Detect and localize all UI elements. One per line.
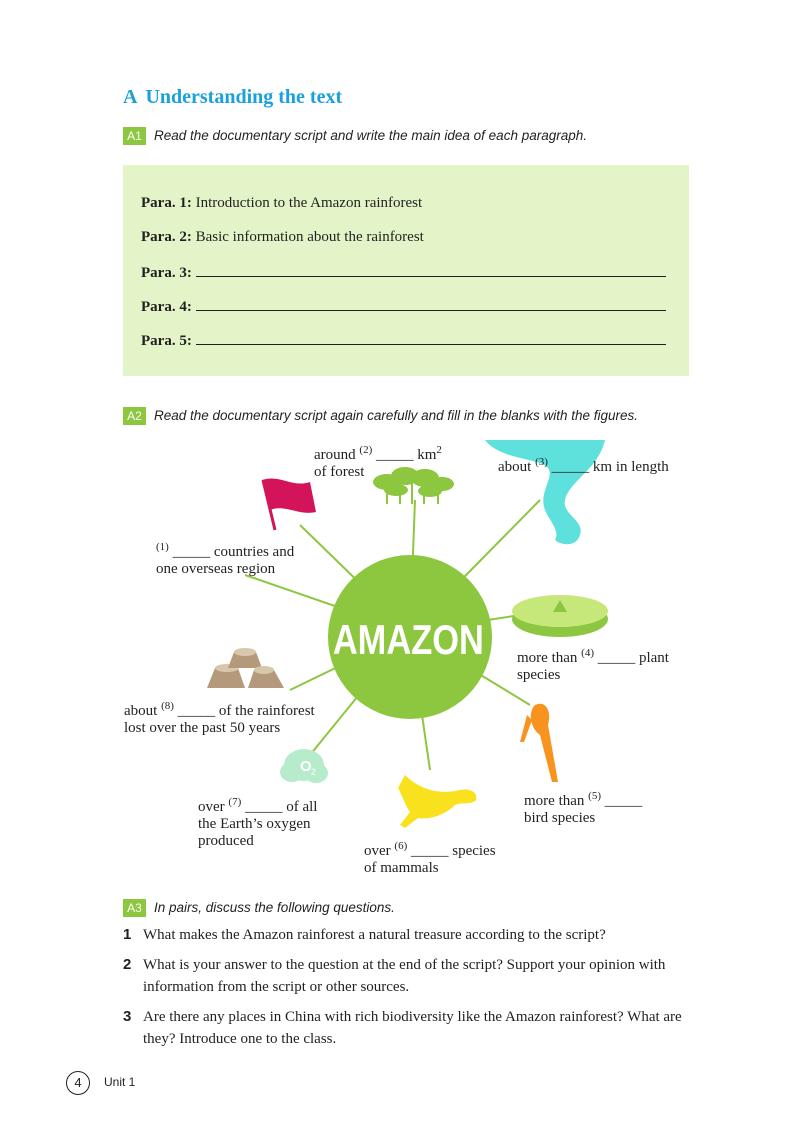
question-2: 2 What is your answer to the question at the end of the script? Support your opinion with information from the script or other sources. (123, 956, 666, 995)
para-3-blank[interactable] (196, 263, 666, 277)
question-1: 1 What makes the Amazon rainforest a natural treasure according to the script? (123, 926, 606, 943)
label-birds: more than $^{(5)}$ _____ bird species (524, 790, 643, 826)
flag-icon (262, 478, 316, 530)
a2-instruction: Read the documentary script again carefully and fill in the blanks with the figures. (154, 408, 639, 423)
a2-tag: A2 (123, 407, 146, 425)
label-countries: $^{(1)}$ _____ countries and one overseas region (156, 541, 295, 577)
lily-pad-icon (512, 595, 608, 637)
para-4-blank[interactable] (196, 297, 666, 311)
unit-label: Unit 1 (104, 1075, 136, 1089)
question-3: 3 Are there any places in China with rich biodiversity like the Amazon rainforest? What are they? Introduce one to the class. (123, 1008, 682, 1047)
para-line-1: Para. 1: Introduction to the Amazon rainforest (141, 195, 423, 211)
a3-tag: A3 (123, 899, 146, 917)
amazon-center-label: AMAZON (332, 616, 484, 664)
para-line-5: Para. 5: (141, 331, 666, 350)
label-river: about $^{(3)}$ _____ km in length (498, 456, 669, 475)
label-mammals: over $^{(6)}$ _____ species of mammals (364, 840, 496, 876)
a1-instruction: Read the documentary script and write the main idea of each paragraph. (154, 128, 588, 143)
svg-text:2: 2 (311, 767, 317, 777)
label-forest: around $^{(2)}$ _____ $km^2$ of forest (314, 444, 442, 480)
paragraph-box (123, 165, 689, 376)
tree-stumps-icon (207, 648, 284, 688)
oxygen-cloud-icon (280, 749, 328, 783)
para-5-blank[interactable] (196, 331, 666, 345)
label-plants: more than $^{(4)}$ _____ plant species (517, 647, 669, 683)
label-lost: about $^{(8)}$ _____ of the rainforest lost over the past 50 years (124, 700, 315, 736)
para-line-3: Para. 3: (141, 263, 666, 282)
svg-text:O: O (300, 758, 312, 775)
a1-tag: A1 (123, 127, 146, 145)
para-line-2: Para. 2: Basic information about the rainforest (141, 229, 424, 245)
amazon-diagram (0, 430, 800, 890)
jaguar-icon (398, 775, 476, 828)
para-line-4: Para. 4: (141, 297, 666, 316)
parrot-icon (520, 704, 558, 782)
section-title: A Understanding the text (123, 86, 343, 108)
a3-instruction: In pairs, discuss the following questions. (154, 900, 395, 915)
label-oxygen: over $^{(7)}$ _____ of all the Earth’s oxygen produced (198, 796, 318, 849)
page-number: 4 (66, 1071, 90, 1095)
